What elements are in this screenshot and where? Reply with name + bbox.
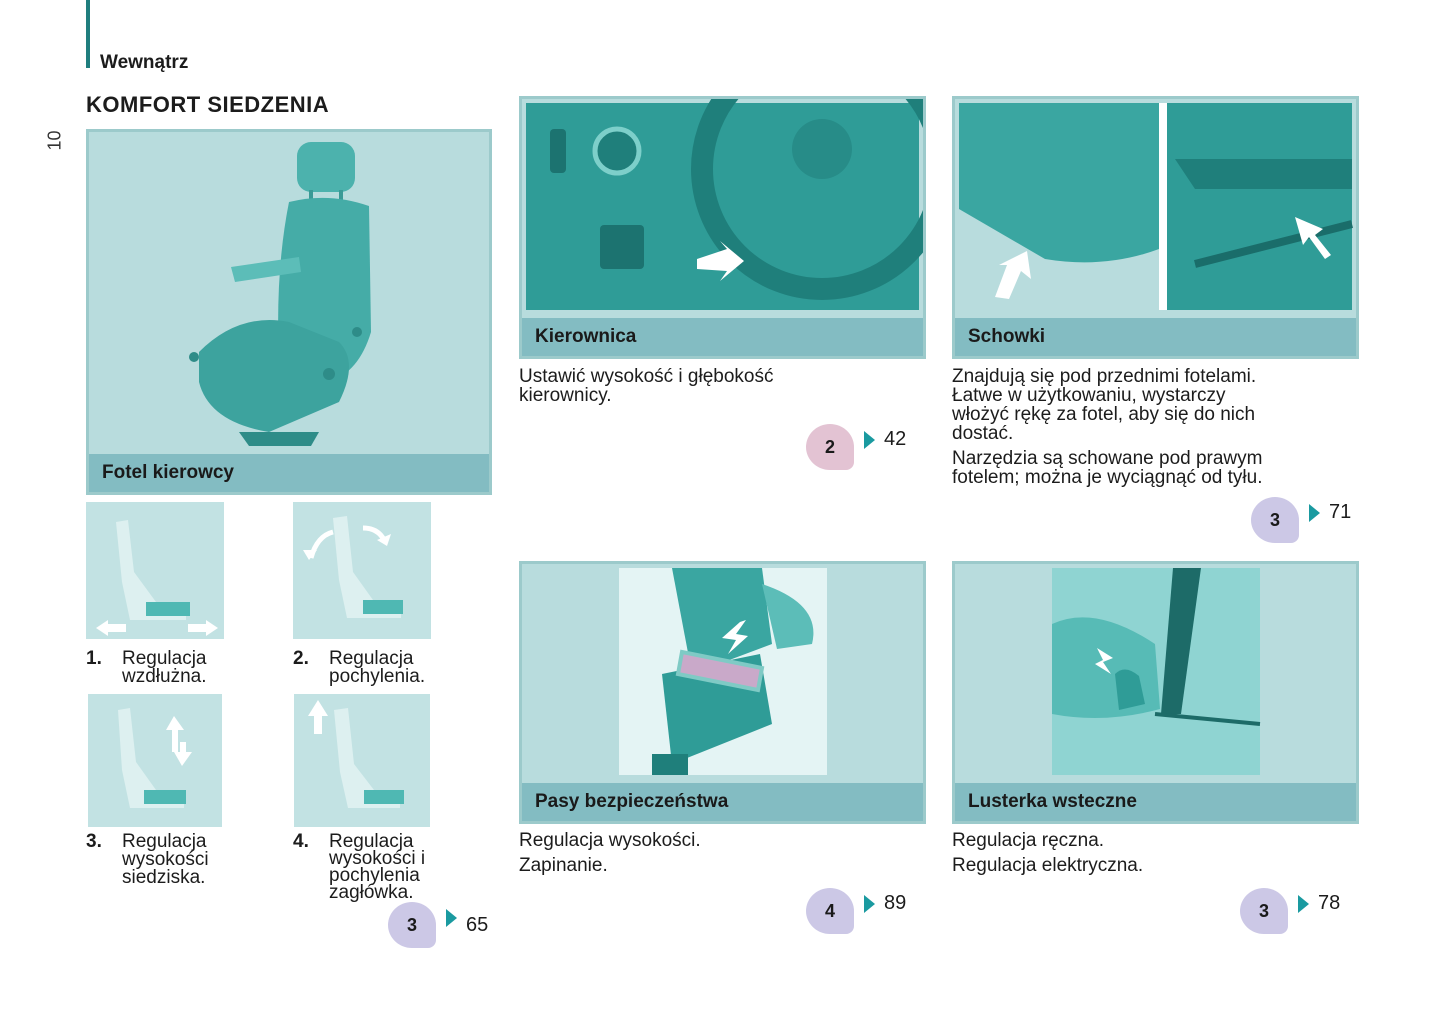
mirrors-caption: Lusterka wsteczne	[955, 783, 1356, 821]
mirror-illustration	[955, 564, 1356, 779]
steering-text-line-1: Ustawić wysokość i głębokość	[519, 366, 774, 387]
mirrors-line-1: Regulacja ręczna.	[952, 830, 1105, 851]
belts-line-1: Regulacja wysokości.	[519, 830, 701, 851]
driver-seat-panel	[86, 129, 492, 495]
steering-page-link[interactable]: 42	[884, 428, 907, 450]
seat-item-2-line-1: Regulacja	[329, 648, 414, 669]
storage-chapter-badge: 3	[1251, 497, 1299, 543]
steering-text-line-2: kierownicy.	[519, 385, 612, 406]
seat-item-1-number: 1.	[86, 648, 102, 669]
storage-p1-line-3: włożyć rękę za fotel, aby się do nich	[952, 404, 1256, 425]
steering-illustration	[522, 99, 923, 314]
seatbelt-illustration	[522, 564, 923, 779]
chapter-badge: 3	[388, 902, 436, 948]
steering-chapter-badge: 2	[806, 424, 854, 470]
belts-description	[519, 831, 919, 881]
seat-item-4-line-3: pochylenia	[329, 865, 420, 886]
belts-panel	[519, 561, 926, 824]
mirrors-panel	[952, 561, 1359, 824]
seat-item-3-number: 3.	[86, 831, 102, 852]
steering-description	[519, 367, 919, 405]
storage-p1-line-4: dostać.	[952, 423, 1014, 444]
page-number: 10	[44, 130, 65, 151]
section-bar	[86, 0, 90, 68]
mirrors-page-link[interactable]: 78	[1318, 892, 1341, 914]
belts-caption: Pasy bezpieczeństwa	[522, 783, 923, 821]
seat-item-3-line-2: wysokości	[122, 849, 209, 870]
page-ref-link[interactable]: 65	[466, 914, 489, 936]
storage-illustration	[955, 99, 1356, 314]
belts-page-link[interactable]: 89	[884, 892, 907, 914]
seat-item-4-line-4: zagłówka.	[329, 882, 414, 903]
mirrors-description	[952, 831, 1352, 881]
belts-line-2: Zapinanie.	[519, 855, 608, 876]
seat-item-2-line-2: pochylenia.	[329, 666, 426, 687]
storage-description	[952, 367, 1372, 493]
storage-caption: Schowki	[955, 318, 1356, 356]
page-ref-arrow-icon	[446, 909, 457, 927]
belts-chapter-badge: 4	[806, 888, 854, 934]
seat-thumb-1	[86, 502, 224, 639]
seat-thumb-2	[293, 502, 431, 639]
storage-page-link[interactable]: 71	[1329, 501, 1352, 523]
seat-thumb-4	[294, 694, 430, 827]
mirrors-line-2: Regulacja elektryczna.	[952, 855, 1144, 876]
seat-thumb-3	[88, 694, 222, 827]
driver-seat-caption: Fotel kierowcy	[89, 454, 489, 492]
storage-p1-line-1: Znajdują się pod przednimi fotelami.	[952, 366, 1257, 387]
belts-ref-arrow-icon	[864, 895, 875, 913]
storage-p1-line-2: Łatwe w użytkowaniu, wystarczy	[952, 385, 1226, 406]
driver-seat-illustration	[89, 132, 489, 454]
steering-ref-arrow-icon	[864, 431, 875, 449]
seat-item-4-number: 4.	[293, 831, 309, 852]
storage-panel	[952, 96, 1359, 359]
height-adjust-illustration	[88, 694, 222, 827]
section-title: Wewnątrz	[100, 52, 189, 73]
storage-paragraph-2	[952, 449, 1372, 487]
recline-adjust-illustration	[293, 502, 431, 639]
storage-p2-line-1: Narzędzia są schowane pod prawym	[952, 448, 1263, 469]
seat-item-2-number: 2.	[293, 648, 309, 669]
headrest-adjust-illustration	[294, 694, 430, 827]
seat-item-3-line-3: siedziska.	[122, 867, 206, 888]
storage-ref-arrow-icon	[1309, 504, 1320, 522]
seat-item-4-line-2: wysokości i	[329, 848, 426, 869]
steering-caption: Kierownica	[522, 318, 923, 356]
mirrors-chapter-badge: 3	[1240, 888, 1288, 934]
seat-item-1-line-1: Regulacja	[122, 648, 207, 669]
seat-item-3-line-1: Regulacja	[122, 831, 207, 852]
steering-panel	[519, 96, 926, 359]
storage-paragraph-1	[952, 367, 1372, 443]
page-title: KOMFORT SIEDZENIA	[86, 92, 330, 117]
seat-item-1-line-2: wzdłużna.	[122, 666, 207, 687]
longitudinal-adjust-illustration	[86, 502, 224, 639]
seat-item-4-line-1: Regulacja	[329, 831, 414, 852]
mirrors-ref-arrow-icon	[1298, 895, 1309, 913]
storage-p2-line-2: fotelem; można je wyciągnąć od tyłu.	[952, 467, 1263, 488]
